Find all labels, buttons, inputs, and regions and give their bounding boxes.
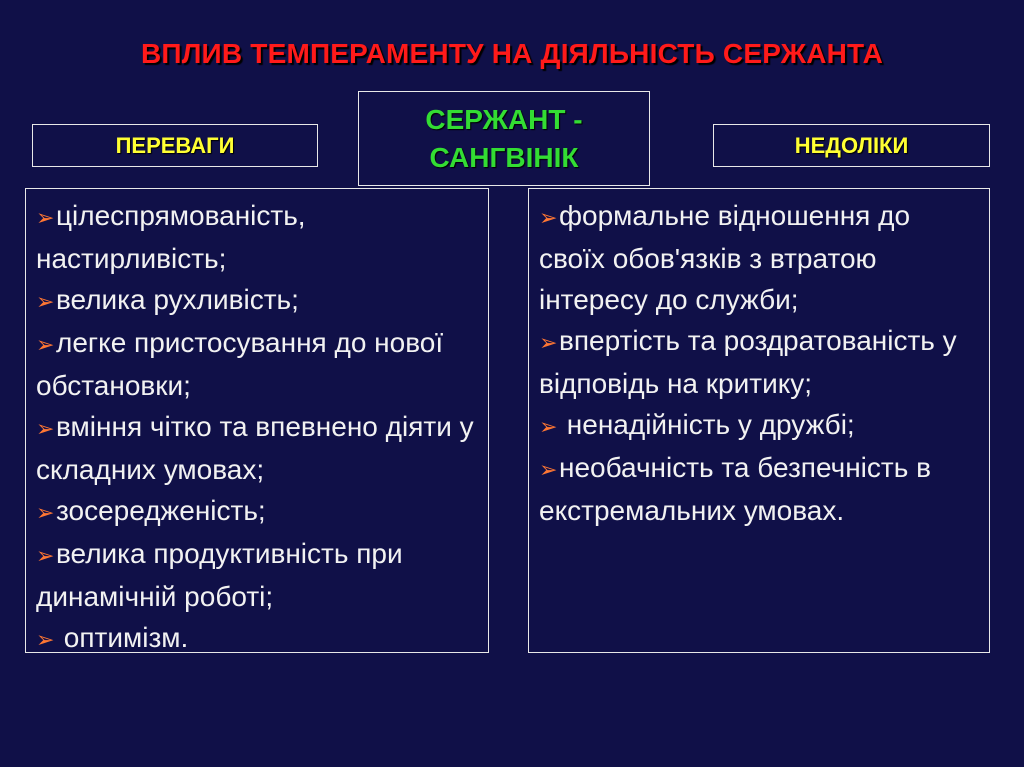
list-item <box>36 195 480 279</box>
advantage-text: легке пристосування до нової обстановки; <box>36 327 444 401</box>
arrow-bullet-icon: ➢ <box>36 332 55 357</box>
arrow-bullet-icon: ➢ <box>36 543 55 568</box>
advantage-text: оптимізм. <box>56 622 189 653</box>
disadvantage-text: ненадійність у дружбі; <box>559 409 855 440</box>
arrow-bullet-icon: ➢ <box>539 414 558 439</box>
disadvantage-text: формальне відношення до своїх обов'язків з втратою інтересу до служби; <box>539 200 911 315</box>
list-item <box>539 320 981 404</box>
advantage-text: цілеспрямованість, настирливість; <box>36 200 306 274</box>
arrow-bullet-icon: ➢ <box>539 205 558 230</box>
disadvantages-list <box>528 188 990 653</box>
list-item <box>36 322 480 406</box>
disadvantage-text: необачність та безпечність в екстремальних умовах. <box>539 452 931 526</box>
disadvantages-label: НЕДОЛІКИ <box>794 132 909 158</box>
advantage-text: вміння чітко та впевнено діяти у складних умовах; <box>36 411 474 485</box>
advantages-list <box>25 188 489 653</box>
arrow-bullet-icon: ➢ <box>36 205 55 230</box>
arrow-bullet-icon: ➢ <box>539 457 558 482</box>
arrow-bullet-icon: ➢ <box>36 500 55 525</box>
list-item <box>36 406 480 490</box>
list-item <box>539 195 981 320</box>
disadvantages-header <box>713 124 990 167</box>
arrow-bullet-icon: ➢ <box>539 330 558 355</box>
arrow-bullet-icon: ➢ <box>36 416 55 441</box>
arrow-bullet-icon: ➢ <box>36 627 55 652</box>
advantage-text: зосередженість; <box>56 495 266 526</box>
list-item <box>539 404 981 447</box>
advantages-header <box>32 124 318 167</box>
list-item <box>539 447 981 531</box>
page-title: ВПЛИВ ТЕМПЕРАМЕНТУ НА ДІЯЛЬНІСТЬ СЕРЖАНТА <box>140 38 884 69</box>
sergeant-type-line1: СЕРЖАНТ - <box>425 103 583 135</box>
list-item <box>36 490 480 533</box>
list-item <box>36 533 480 617</box>
disadvantage-text: впертість та роздратованість у відповідь на критику; <box>539 325 957 399</box>
arrow-bullet-icon: ➢ <box>36 289 55 314</box>
sergeant-type-box <box>358 91 650 186</box>
advantage-text: велика продуктивність при динамічній роботі; <box>36 538 403 612</box>
list-item <box>36 279 480 322</box>
advantage-text: велика рухливість; <box>56 284 299 315</box>
list-item <box>36 617 480 660</box>
sergeant-type-line2: САНГВІНІК <box>429 141 579 173</box>
advantages-label: ПЕРЕВАГИ <box>115 132 235 158</box>
